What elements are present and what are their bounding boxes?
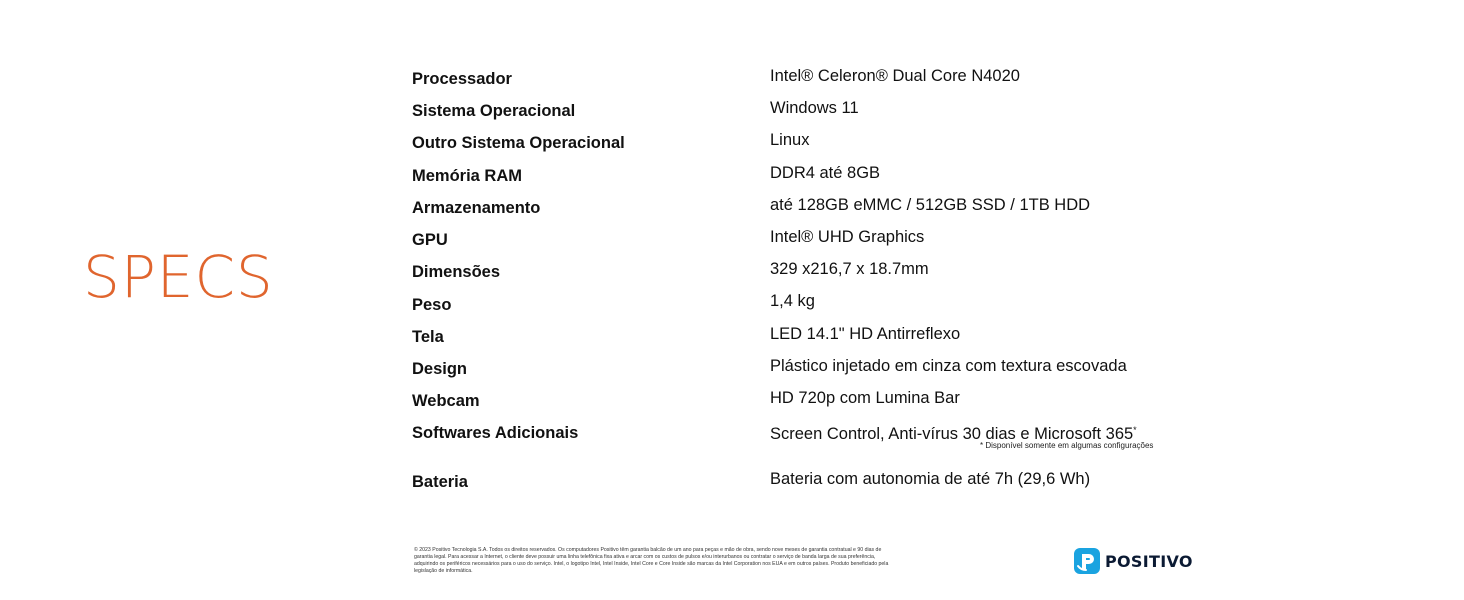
spec-value: 329 x216,7 x 18.7mm — [770, 260, 929, 278]
spec-label: Softwares Adicionais — [412, 424, 579, 442]
spec-label: Armazenamento — [412, 199, 541, 217]
footnote-marker: * — [1133, 425, 1137, 435]
spec-value: 1,4 kg — [770, 292, 815, 310]
spec-label: GPU — [412, 231, 448, 249]
logo-text: POSITIVO — [1105, 551, 1193, 571]
spec-label: Processador — [412, 70, 512, 88]
spec-value: até 128GB eMMC / 512GB SSD / 1TB HDD — [770, 196, 1091, 214]
spec-label: Bateria — [412, 473, 468, 491]
footnote: * Disponível somente em algumas configurações — [980, 441, 1154, 450]
positivo-logo-icon — [1074, 548, 1100, 574]
spec-value: Intel® UHD Graphics — [770, 228, 925, 246]
spec-label: Sistema Operacional — [412, 102, 576, 120]
spec-label: Dimensões — [412, 263, 501, 281]
spec-value-text: Screen Control, Anti-vírus 30 dias e Microsoft 365 — [770, 425, 1134, 443]
spec-value: Intel® Celeron® Dual Core N4020 — [770, 67, 1020, 85]
spec-label: Webcam — [412, 392, 480, 410]
spec-label: Design — [412, 360, 468, 378]
spec-value: LED 14.1" HD Antirreflexo — [770, 325, 961, 343]
spec-value: DDR4 até 8GB — [770, 164, 881, 182]
spec-value: HD 720p com Lumina Bar — [770, 389, 960, 407]
spec-value: Windows 11 — [770, 99, 859, 117]
legal-text: © 2023 Positivo Tecnologia S.A. Todos os direitos reservados. Os computadores Positivo têm garantia balcão de um ano para peças e mão de obra, sendo nove meses de garantia contratual e 90 dias de garantia legal. Para acessar a Internet, o cliente deve possuir uma linha telefônica fixa ativa e arcar com os custos de pulsos e/ou interurbanos ou contratar o serviço de banda larga de sua preferência, adquirindo os periféricos necessários para o uso do serviço. Intel, o logotipo Intel, Intel Inside, Intel Core e Core Inside são marcas da Intel Corporation nos EUA e em outros países. Produto beneficiado pela legislação de informática. — [414, 547, 889, 574]
spec-label: Tela — [412, 328, 444, 346]
spec-label: Memória RAM — [412, 167, 523, 185]
spec-label: Outro Sistema Operacional — [412, 134, 625, 152]
page-title: SPECS — [83, 243, 274, 311]
spec-value: Bateria com autonomia de até 7h (29,6 Wh) — [770, 470, 1091, 488]
brand-logo — [1074, 548, 1193, 574]
spec-value: Linux — [770, 131, 810, 149]
spec-label: Peso — [412, 296, 452, 314]
spec-value: Plástico injetado em cinza com textura escovada — [770, 357, 1127, 375]
